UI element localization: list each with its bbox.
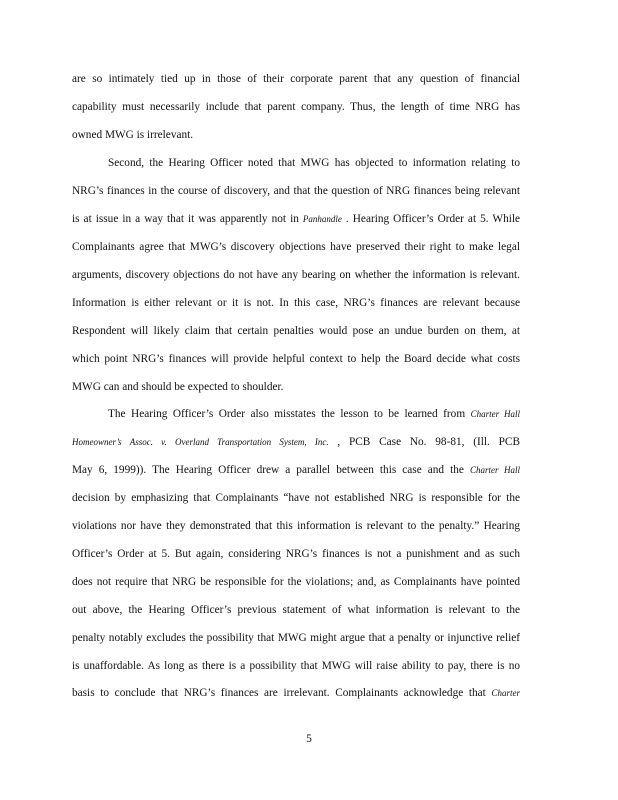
paragraph-line: Complainants agree that MWG’s discovery objections have preserved their right to make legal — [72, 241, 520, 253]
paragraph-line: Information is either relevant or it is not. In this case, NRG’s finances are relevant because — [72, 297, 520, 309]
paragraph-line: violations nor have they demonstrated that this information is relevant to the penalty.” Hearing — [72, 520, 520, 532]
paragraph-line: capability must necessarily include that parent company. Thus, the length of time NRG has — [72, 101, 520, 113]
case-citation: Charter Hall — [470, 465, 520, 475]
paragraph-line — [72, 462, 520, 478]
paragraph-line: Second, the Hearing Officer noted that MWG has objected to information relating to — [108, 157, 520, 169]
page-number: 5 — [306, 733, 312, 745]
paragraph-line: is unaffordable. As long as there is a possibility that MWG will raise ability to pay, there is no — [72, 660, 520, 672]
text-run: May 6, 1999)). The Hearing Officer drew a parallel between this case and the — [72, 464, 464, 476]
paragraph-line: Officer’s Order at 5. But again, considering NRG’s finances is not a punishment and as such — [72, 548, 520, 560]
case-citation: Panhandle — [302, 214, 342, 224]
paragraph-line: are so intimately tied up in those of their corporate parent that any question of financial — [72, 73, 520, 85]
paragraph-line: out above, the Hearing Officer’s previous statement of what information is relevant to the — [72, 604, 520, 616]
text-run: . Hearing Officer’s Order at 5. While — [345, 213, 520, 225]
paragraph-line — [108, 406, 520, 422]
paragraph-line: owned MWG is irrelevant. — [72, 129, 194, 141]
paragraph-line: arguments, discovery objections do not have any bearing on whether the information is relevant. — [72, 269, 520, 281]
paragraph-line: decision by emphasizing that Complainants “have not established NRG is responsible for the — [72, 492, 520, 504]
paragraph-line — [72, 211, 520, 227]
case-citation: Homeowner’s Assoc. v. Overland Transportation System, Inc. — [72, 437, 329, 447]
case-citation: Charter — [491, 688, 520, 698]
text-run: basis to conclude that NRG’s finances are irrelevant. Complainants acknowledge that — [72, 687, 486, 699]
paragraph-line: penalty notably excludes the possibility that MWG might argue that a penalty or injunctive relief — [72, 632, 520, 644]
text-run: , PCB Case No. 98-81, (Ill. PCB — [337, 436, 520, 448]
case-citation: Charter Hall — [470, 409, 520, 419]
paragraph-line: MWG can and should be expected to shoulder. — [72, 381, 284, 393]
paragraph-line: Respondent will likely claim that certain penalties would pose an undue burden on them, at — [72, 325, 520, 337]
paragraph-line — [72, 434, 520, 450]
text-run: The Hearing Officer’s Order also misstates the lesson to be learned from — [108, 408, 466, 420]
paragraph-line: NRG’s finances in the course of discovery, and that the question of NRG finances being relevant — [72, 185, 520, 197]
text-run: is at issue in a way that it was apparently not in — [72, 213, 299, 225]
paragraph-line — [72, 685, 520, 701]
paragraph-line: which point NRG’s finances will provide helpful context to help the Board decide what costs — [72, 353, 520, 365]
paragraph-line: does not require that NRG be responsible for the violations; and, as Complainants have pointed — [72, 576, 520, 588]
